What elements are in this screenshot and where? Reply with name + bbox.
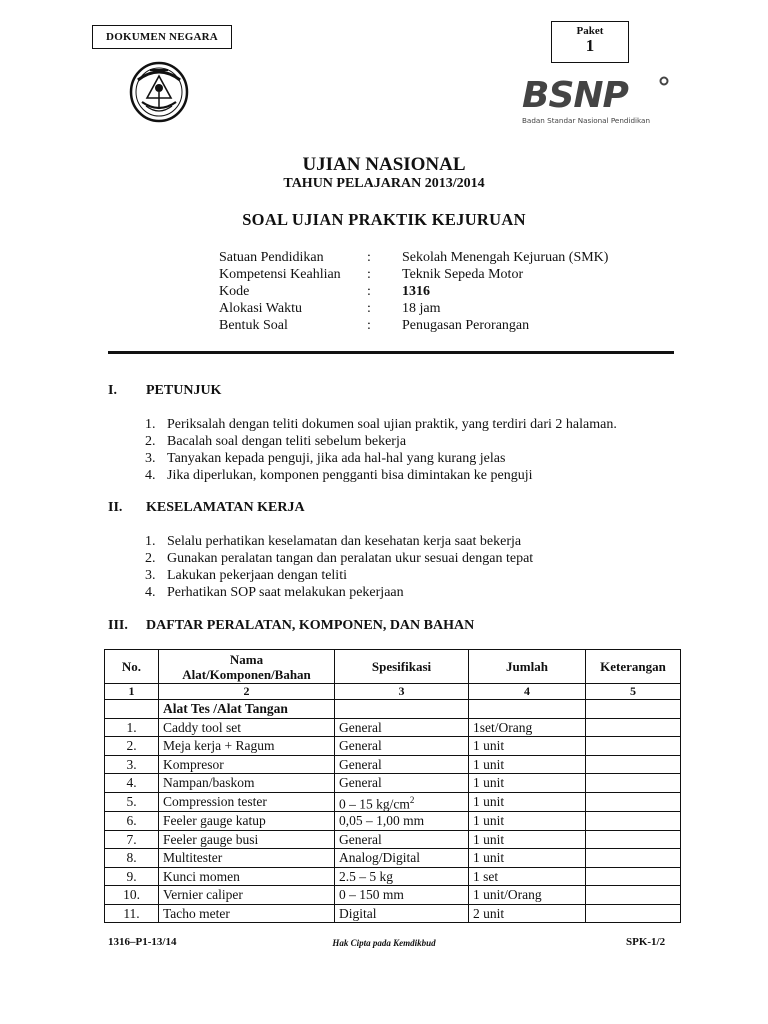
cell-spesifikasi-text: 0 – 15 kg/cm <box>339 796 410 811</box>
cell-nama <box>159 792 335 812</box>
list-text: Gunakan peralatan tangan dan peralatan ukur sesuai dengan tepat <box>167 551 534 566</box>
table-row <box>105 774 681 793</box>
info-colon: : <box>367 318 371 333</box>
info-row <box>219 250 608 267</box>
cell-spesifikasi-text: 0,05 – 1,00 mm <box>339 813 425 829</box>
info-row <box>219 267 608 284</box>
header-divider <box>108 351 674 354</box>
dokumen-negara-label: DOKUMEN NEGARA <box>92 25 232 49</box>
exam-title: UJIAN NASIONAL <box>302 154 466 175</box>
list-text: Perhatikan SOP saat melakukan pekerjaan <box>167 585 404 600</box>
academic-year: TAHUN PELAJARAN 2013/2014 <box>283 176 485 191</box>
cell-nama <box>159 886 335 905</box>
info-value: Penugasan Perorangan <box>402 318 530 333</box>
cell-no-text: 11. <box>123 905 140 921</box>
table-row <box>105 830 681 849</box>
cell-jumlah-text: 1 unit <box>473 756 505 772</box>
cell-no-text: 5. <box>126 794 137 810</box>
cell-jumlah <box>469 812 586 831</box>
cell-no <box>105 755 159 774</box>
info-key: Bentuk Soal <box>219 318 288 333</box>
cell-no-text: 8. <box>126 850 137 866</box>
cell-nama <box>159 812 335 831</box>
paket-label: Paket <box>576 25 604 37</box>
footer-code: 1316–P1-13/14 <box>108 936 177 948</box>
info-key: Satuan Pendidikan <box>219 250 324 265</box>
cell-keterangan <box>586 737 681 756</box>
bsnp-logo-icon <box>520 73 670 129</box>
cell-jumlah-text: 1 unit <box>473 738 505 754</box>
bsnp-logo <box>520 73 670 129</box>
section-number: II. <box>108 500 123 515</box>
cell-nama-text: Tacho meter <box>163 905 230 921</box>
cell-keterangan <box>586 867 681 886</box>
cell-nama <box>159 737 335 756</box>
cell-nama-text: Caddy tool set <box>163 719 241 735</box>
header-nama-line1: Nama <box>229 651 264 667</box>
cell-keterangan <box>586 755 681 774</box>
cell-spesifikasi-text: General <box>339 738 382 754</box>
tut-wuri-handayani-emblem <box>120 58 198 126</box>
emblem-icon <box>120 58 198 126</box>
cell-no-text: 2. <box>126 738 137 754</box>
cell-nama <box>159 849 335 868</box>
cell-spesifikasi-text: 0 – 150 mm <box>339 887 404 903</box>
table-row <box>105 867 681 886</box>
cell-keterangan <box>586 830 681 849</box>
cell-no-text: 6. <box>126 813 137 829</box>
cell-spesifikasi-text: General <box>339 831 382 847</box>
cell-spesifikasi <box>335 830 469 849</box>
cell-jumlah-text: 1 set <box>473 868 499 884</box>
info-key: Kode <box>219 284 250 299</box>
header-no: No. <box>105 650 159 684</box>
cell-nama-text: Feeler gauge busi <box>163 831 259 847</box>
cell-no <box>105 792 159 812</box>
list-text: Periksalah dengan teliti dokumen soal ujian praktik, yang terdiri dari 2 halaman. <box>167 417 617 432</box>
list-text: Jika diperlukan, komponen pengganti bisa dimintakan ke penguji <box>167 468 533 483</box>
section-number: I. <box>108 383 117 398</box>
list-number: 3. <box>145 451 156 466</box>
cell-jumlah-text: 1 unit <box>473 813 505 829</box>
cell-spesifikasi-text: General <box>339 719 382 735</box>
svg-text:Badan Standar Nasional Pendidi: Badan Standar Nasional Pendidikan <box>522 116 651 125</box>
cell-spesifikasi-text: Digital <box>339 905 377 921</box>
cell-jumlah <box>469 774 586 793</box>
list-item <box>145 551 533 568</box>
list-text: Tanyakan kepada penguji, jika ada hal-hal yang kurang jelas <box>167 451 506 466</box>
cell-keterangan <box>586 886 681 905</box>
cell-spesifikasi-text: General <box>339 775 382 791</box>
list-text: Lakukan pekerjaan dengan teliti <box>167 568 347 583</box>
cell-jumlah-text: 1 unit <box>473 794 505 810</box>
info-colon: : <box>367 301 371 316</box>
table-row <box>105 755 681 774</box>
section-number: III. <box>108 618 128 633</box>
cell-spesifikasi <box>335 849 469 868</box>
cell-spesifikasi <box>335 755 469 774</box>
info-row <box>219 318 608 335</box>
cell-no <box>105 774 159 793</box>
table-row <box>105 718 681 737</box>
cell-nama <box>159 718 335 737</box>
equipment-table <box>104 649 681 923</box>
list-number: 2. <box>145 551 156 566</box>
cell-no-text: 4. <box>126 775 137 791</box>
cell-spesifikasi <box>335 774 469 793</box>
cell-jumlah <box>469 792 586 812</box>
cell-nama-text: Vernier caliper <box>163 887 243 903</box>
table-row <box>105 792 681 812</box>
cell-jumlah-text: 1set/Orang <box>473 719 533 735</box>
list-number: 1. <box>145 417 156 432</box>
cell-no <box>105 812 159 831</box>
table-row <box>105 849 681 868</box>
cell-no <box>105 886 159 905</box>
header-nama-line2: Alat/Komponen/Bahan <box>182 666 311 682</box>
footer-page: SPK-1/2 <box>626 936 666 948</box>
cell-jumlah <box>469 830 586 849</box>
cell-nama-text: Compression tester <box>163 794 267 810</box>
info-key: Kompetensi Keahlian <box>219 267 341 282</box>
cell-jumlah-text: 2 unit <box>473 905 505 921</box>
list-number: 2. <box>145 434 156 449</box>
cell-no-text: 9. <box>126 868 137 884</box>
index-cell: 2 <box>159 684 335 700</box>
cell-no <box>105 737 159 756</box>
cell-no <box>105 849 159 868</box>
section-title: DAFTAR PERALATAN, KOMPONEN, DAN BAHAN <box>146 618 475 633</box>
cell-spesifikasi <box>335 812 469 831</box>
cell-keterangan <box>586 904 681 923</box>
group-empty-cell <box>335 700 469 719</box>
list-item <box>145 451 617 468</box>
list-number: 4. <box>145 585 156 600</box>
table-row <box>105 904 681 923</box>
table-index-row <box>105 684 681 700</box>
cell-no-text: 7. <box>126 831 137 847</box>
cell-jumlah <box>469 718 586 737</box>
cell-jumlah <box>469 867 586 886</box>
cell-jumlah <box>469 849 586 868</box>
list-item <box>145 417 617 434</box>
cell-no <box>105 718 159 737</box>
cell-nama <box>159 867 335 886</box>
cell-spesifikasi <box>335 904 469 923</box>
header-jumlah: Jumlah <box>469 650 586 684</box>
info-colon: : <box>367 284 371 299</box>
list-number: 4. <box>145 468 156 483</box>
cell-jumlah <box>469 737 586 756</box>
cell-nama-text: Kunci momen <box>163 868 240 884</box>
cell-jumlah <box>469 755 586 774</box>
group-empty-cell <box>105 700 159 719</box>
section-title: KESELAMATAN KERJA <box>146 500 305 515</box>
cell-jumlah-text: 1 unit <box>473 831 505 847</box>
info-value: Teknik Sepeda Motor <box>402 267 524 282</box>
cell-spesifikasi <box>335 737 469 756</box>
cell-keterangan <box>586 792 681 812</box>
exam-info-block <box>219 250 608 335</box>
paket-number: 1 <box>585 36 595 55</box>
cell-nama-text: Multitester <box>163 850 223 866</box>
table-header-row <box>105 650 681 684</box>
cell-nama <box>159 755 335 774</box>
cell-nama-text: Kompresor <box>163 756 224 772</box>
info-colon: : <box>367 250 371 265</box>
cell-spesifikasi-text: Analog/Digital <box>339 850 420 866</box>
cell-spesifikasi-text: General <box>339 756 382 772</box>
group-title: Alat Tes /Alat Tangan <box>159 700 335 719</box>
cell-no-text: 10. <box>123 887 140 903</box>
header-nama <box>159 650 335 684</box>
cell-jumlah-text: 1 unit/Orang <box>473 887 542 903</box>
list-text: Selalu perhatikan keselamatan dan kesehatan kerja saat bekerja <box>167 534 522 549</box>
list-item <box>145 434 617 451</box>
list-number: 1. <box>145 534 156 549</box>
list-number: 3. <box>145 568 156 583</box>
list-item <box>145 534 533 551</box>
cell-nama <box>159 830 335 849</box>
table-group-row <box>105 700 681 719</box>
cell-jumlah-text: 1 unit <box>473 850 505 866</box>
cell-spesifikasi <box>335 886 469 905</box>
info-row <box>219 301 608 318</box>
cell-keterangan <box>586 718 681 737</box>
petunjuk-list <box>145 417 617 485</box>
cell-spesifikasi <box>335 718 469 737</box>
header-keterangan: Keterangan <box>586 650 681 684</box>
index-cell: 5 <box>586 684 681 700</box>
info-row <box>219 284 608 301</box>
cell-nama-text: Meja kerja + Ragum <box>163 738 275 754</box>
table-row <box>105 886 681 905</box>
exam-subject-title: SOAL UJIAN PRAKTIK KEJURUAN <box>242 210 526 229</box>
section-title: PETUNJUK <box>146 383 222 398</box>
header-spesifikasi: Spesifikasi <box>335 650 469 684</box>
index-cell: 4 <box>469 684 586 700</box>
cell-nama-text: Nampan/baskom <box>163 775 255 791</box>
table-row <box>105 737 681 756</box>
list-item <box>145 468 617 485</box>
index-cell: 1 <box>105 684 159 700</box>
cell-nama-text: Feeler gauge katup <box>163 813 266 829</box>
cell-no <box>105 830 159 849</box>
info-colon: : <box>367 267 371 282</box>
cell-spesifikasi <box>335 867 469 886</box>
svg-text:BSNP: BSNP <box>522 75 628 116</box>
cell-spesifikasi-superscript: 2 <box>409 794 415 805</box>
footer-copyright: Hak Cipta pada Kemdikbud <box>332 938 436 948</box>
table-body <box>105 718 681 923</box>
cell-keterangan <box>586 849 681 868</box>
table-row <box>105 812 681 831</box>
cell-keterangan <box>586 774 681 793</box>
cell-nama <box>159 904 335 923</box>
cell-jumlah <box>469 904 586 923</box>
info-value: 18 jam <box>402 301 441 316</box>
cell-no <box>105 904 159 923</box>
cell-no-text: 3. <box>126 756 137 772</box>
cell-keterangan <box>586 812 681 831</box>
cell-spesifikasi-text: 2.5 – 5 kg <box>339 868 393 884</box>
list-text: Bacalah soal dengan teliti sebelum bekerja <box>167 434 407 449</box>
cell-no-text: 1. <box>126 719 137 735</box>
cell-jumlah <box>469 886 586 905</box>
paket-box <box>551 21 629 63</box>
info-value: Sekolah Menengah Kejuruan (SMK) <box>402 250 609 265</box>
index-cell: 3 <box>335 684 469 700</box>
info-key: Alokasi Waktu <box>219 301 302 316</box>
keselamatan-list <box>145 534 533 602</box>
info-value: 1316 <box>402 284 430 299</box>
cell-spesifikasi <box>335 792 469 812</box>
list-item <box>145 585 533 602</box>
group-empty-cell <box>469 700 586 719</box>
cell-nama <box>159 774 335 793</box>
cell-no <box>105 867 159 886</box>
cell-jumlah-text: 1 unit <box>473 775 505 791</box>
list-item <box>145 568 533 585</box>
group-empty-cell <box>586 700 681 719</box>
